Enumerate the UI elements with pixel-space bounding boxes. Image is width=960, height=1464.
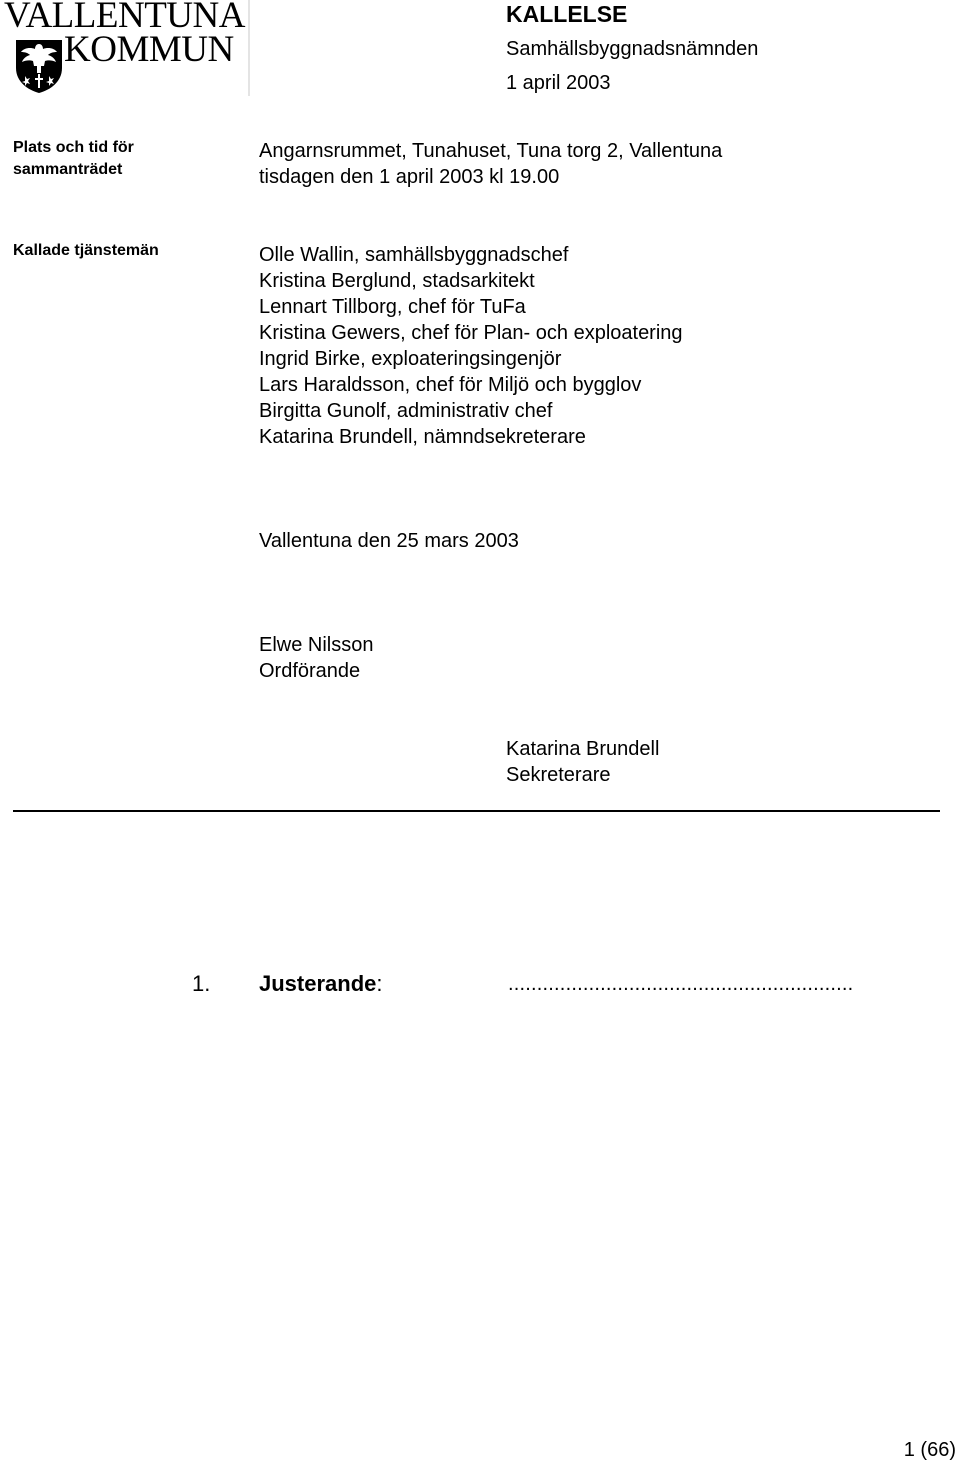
municipality-logo (4, 0, 248, 96)
chair-signature (259, 632, 373, 684)
place-line: Angarnsrummet, Tunahuset, Tuna torg 2, Vallentuna (259, 140, 723, 162)
staff-item: Lennart Tillborg, chef för TuFa (259, 296, 526, 318)
agenda-item-colon: : (376, 971, 383, 996)
committee-name: Samhällsbyggnadsnämnden (506, 38, 759, 60)
section-divider (13, 810, 940, 812)
staff-item: Katarina Brundell, nämndsekreterare (259, 426, 586, 448)
agenda-item-label (259, 970, 383, 998)
staff-item: Kristina Berglund, stadsarkitekt (259, 270, 535, 292)
staff-list (259, 242, 683, 450)
document-title: KALLELSE (506, 1, 628, 27)
meeting-date: 1 april 2003 (506, 72, 611, 94)
staff-item: Kristina Gewers, chef för Plan- och exploatering (259, 322, 683, 344)
staff-item: Ingrid Birke, exploateringsingenjör (259, 348, 562, 370)
agenda-item-fill-line: ............................................................ (508, 973, 854, 995)
logo-text-line2: KOMMUN (64, 29, 234, 70)
time-line: tisdagen den 1 april 2003 kl 19.00 (259, 166, 560, 188)
chair-name: Elwe Nilsson (259, 634, 374, 656)
staff-label: Kallade tjänstemän (13, 242, 159, 259)
issue-place-date: Vallentuna den 25 mars 2003 (259, 530, 519, 552)
secretary-title: Sekreterare (506, 764, 611, 786)
logo-divider (248, 0, 250, 96)
place-label-line: Plats och tid för (13, 139, 134, 156)
logo-text-line1: VALLENTUNA (4, 0, 245, 36)
secretary-signature (506, 736, 659, 788)
page-number: 1 (66) (903, 1439, 956, 1461)
staff-item: Birgitta Gunolf, administrativ chef (259, 400, 553, 422)
agenda-item-title: Justerande (259, 971, 377, 996)
place-label-line: sammanträdet (13, 161, 123, 178)
chair-title: Ordförande (259, 660, 361, 682)
place-time-label (13, 137, 134, 181)
coat-of-arms-icon (14, 38, 64, 94)
place-time-value (259, 138, 722, 190)
agenda-item-number: 1. (192, 971, 211, 996)
secretary-name: Katarina Brundell (506, 738, 660, 760)
staff-item: Olle Wallin, samhällsbyggnadschef (259, 244, 569, 266)
staff-item: Lars Haraldsson, chef för Miljö och bygglov (259, 374, 642, 396)
